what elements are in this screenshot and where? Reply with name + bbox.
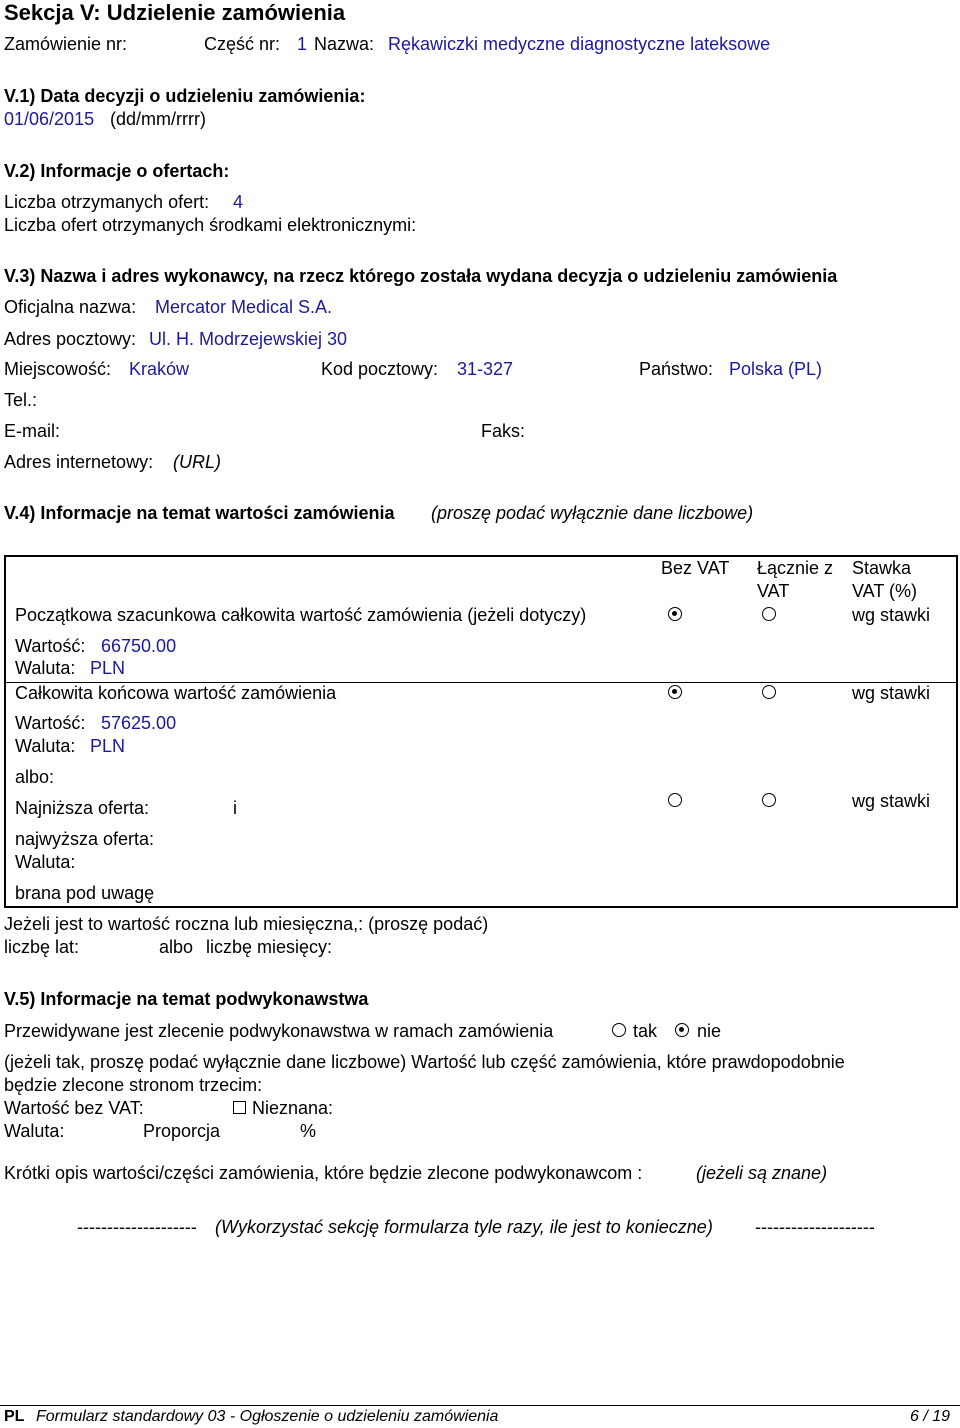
subcontract-yes-radio[interactable] (612, 1023, 626, 1037)
subcontract-note-2: będzie zlecone stronom trzecim: (4, 1075, 263, 1095)
official-name-value: Mercator Medical S.A. (155, 297, 333, 317)
range-currency-label: Waluta: (15, 852, 76, 872)
repeat-dashes-right: -------------------- (755, 1217, 875, 1237)
unknown-checkbox[interactable] (233, 1101, 246, 1114)
lowest-offer-label: Najniższa oferta: (15, 798, 150, 818)
final-with-vat-radio[interactable] (762, 685, 776, 699)
final-currency-label: Waluta: (15, 736, 76, 756)
unknown-label: Nieznana: (252, 1098, 334, 1118)
initial-no-vat-radio[interactable] (668, 607, 682, 621)
col-with-vat-2: VAT (757, 581, 790, 601)
v2-heading: V.2) Informacje o ofertach: (4, 161, 230, 181)
col-no-vat: Bez VAT (661, 558, 730, 578)
or-label-2: albo (159, 937, 194, 957)
initial-currency-value: PLN (90, 658, 126, 678)
part-no-value: 1 (297, 34, 308, 54)
postcode-value: 31-327 (457, 359, 514, 379)
decision-date: 01/06/2015 (4, 109, 95, 129)
range-with-vat-radio[interactable] (762, 793, 776, 807)
city-value: Kraków (129, 359, 190, 379)
highest-offer-label: najwyższa oferta: (15, 829, 155, 849)
offers-received-value: 4 (233, 192, 244, 212)
final-no-vat-radio[interactable] (668, 685, 682, 699)
email-label: E-mail: (4, 421, 61, 441)
fax-label: Faks: (481, 421, 526, 441)
postcode-label: Kod pocztowy: (321, 359, 439, 379)
value-no-vat-label: Wartość bez VAT: (4, 1098, 144, 1118)
initial-rate: wg stawki (852, 605, 931, 625)
offers-electronic-label: Liczba ofert otrzymanych środkami elektronicznymi: (4, 215, 417, 235)
currency-label: Waluta: (4, 1121, 65, 1141)
v4-heading: V.4) Informacje na temat wartości zamówienia (4, 503, 395, 523)
col-rate-2: VAT (%) (852, 581, 918, 601)
initial-currency-label: Waluta: (15, 658, 76, 678)
initial-value-label: Początkowa szacunkowa całkowita wartość zamówienia (jeżeli dotyczy) (15, 605, 587, 625)
name-label: Nazwa: (314, 34, 375, 54)
months-label: liczbę miesięcy: (206, 937, 333, 957)
country-label: Państwo: (639, 359, 714, 379)
subcontract-no-radio[interactable] (675, 1023, 689, 1037)
col-with-vat-1: Łącznie z (757, 558, 834, 578)
name-value: Rękawiczki medyczne diagnostyczne lateksowe (388, 34, 771, 54)
v5-heading: V.5) Informacje na temat podwykonawstwa (4, 989, 369, 1009)
official-name-label: Oficjalna nazwa: (4, 297, 137, 317)
section-title: Sekcja V: Udzielenie zamówienia (4, 0, 346, 25)
footer-page: 6 / 19 (910, 1408, 951, 1425)
offers-received-label: Liczba otrzymanych ofert: (4, 192, 210, 212)
v3-heading: V.3) Nazwa i adres wykonawcy, na rzecz którego została wydana decyzja o udzieleniu zamówienia (4, 266, 838, 286)
repeat-note: (Wykorzystać sekcję formularza tyle razy, ile jest to konieczne) (215, 1217, 713, 1237)
final-currency-value: PLN (90, 736, 126, 756)
subcontract-no-label: nie (697, 1021, 722, 1041)
or-label: albo: (15, 767, 55, 787)
range-rate: wg stawki (852, 791, 931, 811)
proportion-label: Proporcja (143, 1121, 221, 1141)
city-label: Miejscowość: (4, 359, 112, 379)
considered-label: brana pod uwagę (15, 883, 155, 903)
final-amount-value: 57625.00 (101, 713, 177, 733)
footer-lang: PL (4, 1408, 25, 1425)
description-label: Krótki opis wartości/części zamówienia, które będzie zlecone podwykonawcom : (4, 1163, 643, 1183)
initial-amount-label: Wartość: (15, 636, 86, 656)
subcontract-label: Przewidywane jest zlecenie podwykonawstwa w ramach zamówienia (4, 1021, 554, 1041)
initial-with-vat-radio[interactable] (762, 607, 776, 621)
v1-heading: V.1) Data decyzji o udzieleniu zamówienia: (4, 86, 366, 106)
postal-address-label: Adres pocztowy: (4, 329, 137, 349)
order-no-label: Zamówienie nr: (4, 34, 128, 54)
web-hint: (URL) (173, 452, 221, 472)
annual-note: Jeżeli jest to wartość roczna lub miesięczna,: (proszę podać) (4, 914, 489, 934)
years-label: liczbę lat: (4, 937, 80, 957)
subcontract-note-1: (jeżeli tak, proszę podać wyłącznie dane liczbowe) Wartość lub część zamówienia, które prawdopodobnie (4, 1052, 845, 1072)
subcontract-yes-label: tak (633, 1021, 658, 1041)
percent-label: % (300, 1121, 317, 1141)
repeat-dashes-left: -------------------- (77, 1217, 197, 1237)
footer-form-name: Formularz standardowy 03 - Ogłoszenie o udzieleniu zamówienia (36, 1408, 499, 1425)
range-no-vat-radio[interactable] (668, 793, 682, 807)
final-rate: wg stawki (852, 683, 931, 703)
description-hint: (jeżeli są znane) (696, 1163, 828, 1183)
and-label: i (233, 798, 237, 818)
initial-amount-value: 66750.00 (101, 636, 177, 656)
postal-address-value: Ul. H. Modrzejewskiej 30 (149, 329, 348, 349)
part-no-label: Część nr: (204, 34, 281, 54)
v4-heading-hint: (proszę podać wyłącznie dane liczbowe) (431, 503, 754, 523)
tel-label: Tel.: (4, 390, 38, 410)
final-amount-label: Wartość: (15, 713, 86, 733)
final-value-label: Całkowita końcowa wartość zamówienia (15, 683, 337, 703)
country-value: Polska (PL) (729, 359, 823, 379)
web-label: Adres internetowy: (4, 452, 154, 472)
col-rate-1: Stawka (852, 558, 912, 578)
date-format: (dd/mm/rrrr) (110, 109, 206, 129)
